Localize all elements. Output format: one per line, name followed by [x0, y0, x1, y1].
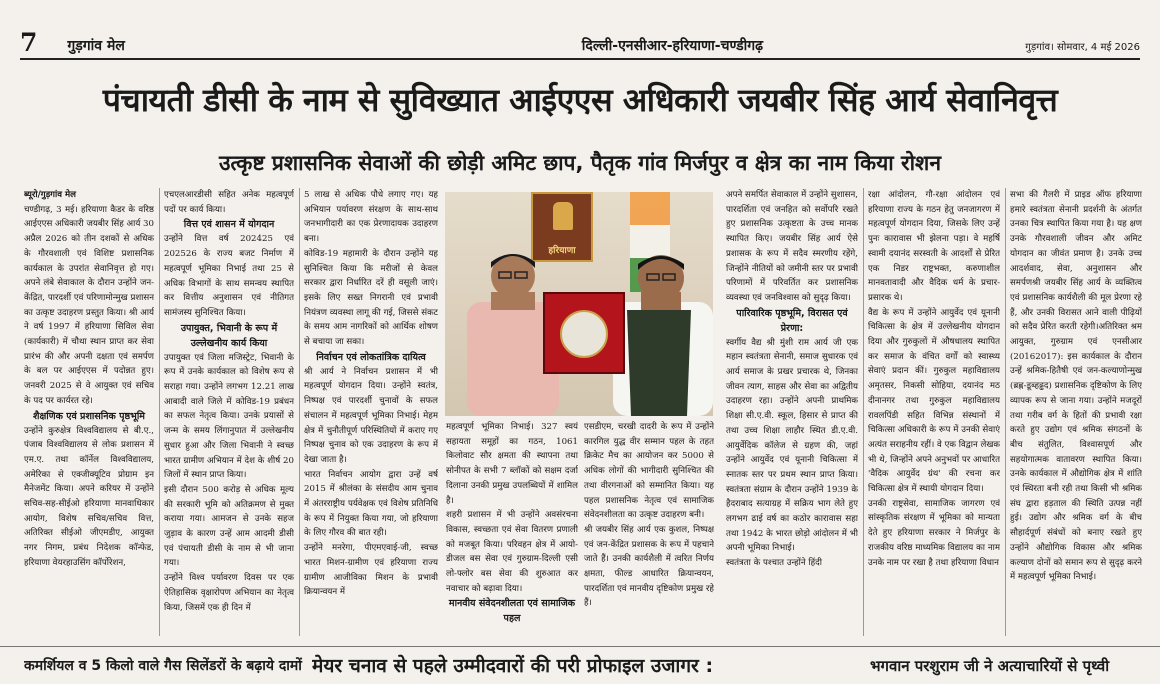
page-number: 7: [20, 28, 38, 57]
article-column-8: [1010, 188, 1142, 632]
paragraph: इसी दौरान 500 करोड़ से अधिक मूल्य की सरकारी भूमि को अतिक्रमण से मुक्त कराया गया। आमजन से उनके सहज जुड़ाव के कारण उन्हें आम आदमी डीसी एवं पंचायती डीसी के नाम से भी जाना गया।: [164, 484, 294, 569]
paragraph: रक्षा आंदोलन, गौ-रक्षा आंदोलन एवं हरियाणा राज्य के गठन हेतु जनजागरण में महत्वपूर्ण योगदान दिया, जिसके लिए उन्हें पुनः कारावास भी झेलना पड़ा। वे महर्षि स्वामी दयानंद सरस्वती के आदर्शों से प्रेरित एक निडर राष्ट्रभक्त, करुणाशील मानवतावादी और वैदिक धर्म के प्रचार-प्रसारक थे।: [868, 190, 1000, 303]
dateline: ब्यूरो/गुड़गांव मेल: [24, 190, 76, 200]
article-column-4: [446, 420, 578, 636]
section-heading: निर्वाचन एवं लोकतांत्रिक दायित्व: [316, 351, 426, 363]
section-heading: वित्त एवं शासन में योगदान: [183, 219, 275, 231]
paragraph: उन्होंने वित्त वर्ष 202425 एवं 202526 के राज्य बजट निर्माण में महत्वपूर्ण भूमिका निभाई तथा 25 से अधिक विभागों के साथ समन्वय स्थापित कर वित्तीय अनुशासन एवं नीतिगत सामंजस्य सुनिश्चित किया।: [164, 234, 294, 318]
paper-name: गुड़गांव मेल: [67, 38, 125, 54]
column-divider: [1005, 188, 1006, 636]
article-column-5: [584, 420, 714, 636]
section-heading: उपायुक्त, भिवानी के रूप में उल्लेखनीय कार्य किया: [180, 322, 278, 349]
paragraph: श्री जयबीर सिंह आर्य एक कुशल, निष्पक्ष एवं जन-केंद्रित प्रशासक के रूप में पहचाने जाते हैं। उनकी कार्यशैली में त्वरित निर्णय क्षमता, फील्ड आधारित क्रियान्वयन, पारदर्शिता एवं मानवीय दृष्टिकोण प्रमुख रहे हैं।: [584, 524, 714, 609]
paragraph: उन्होंने मनरेगा, पीएमएवाई-जी, स्वच्छ भारत मिशन-ग्रामीण एवं हरियाणा राज्य ग्रामीण आजीविका मिशन के प्रभावी क्रियान्वयन में: [304, 543, 438, 598]
paragraph: 5 लाख से अधिक पौधे लगाए गए। यह अभियान पर्यावरण संरक्षण के साथ-साथ जनभागीदारी का एक प्रेरणादायक उदाहरण बना।: [304, 190, 438, 245]
article-column-6: [726, 188, 858, 632]
region-line: दिल्ली-एनसीआर-हरियाणा-चण्डीगढ़: [581, 38, 764, 54]
emblem-label: हरियाणा: [548, 246, 576, 256]
column-divider: [159, 188, 160, 636]
paragraph: वैद्य के रूप में उन्होंने आयुर्वेद एवं यूनानी चिकित्सा के क्षेत्र में उल्लेखनीय योगदान दिया और गुरुकुलों में औषधालय स्थापित कर समाज के वंचित वर्गों को स्वास्थ्य सेवाएं प्रदान कीं। गुरुकुल महाविद्यालय अमृतसर, निकसी सोहिया, दयानंद मठ दीनानगर तथा गुरुकुल महाविद्यालय रावलपिंडी सहित विभिन्न संस्थानों में चिकित्सा अधिकारी के रूप में उनकी सेवाएं अत्यंत सराहनीय रहीं। वे एक विद्वान लेखक भी थे, जिन्होंने अपने अनुभवों पर आधारित 'वैदिक आयुर्वेद ग्रंथ' की रचना कर चिकित्सा क्षेत्र में स्थायी योगदान दिया।: [868, 307, 1000, 495]
paragraph: अपने समर्पित सेवाकाल में उन्होंने सुशासन, पारदर्शिता एवं जनहित को सर्वोपरि रखते हुए प्रशासनिक उत्कृष्टता के उच्च मानक स्थापित किए। जयबीर सिंह आर्य ऐसे प्रशासक के रूप में सदैव स्मरणीय रहेंगे, जिन्होंने नीतियों को जमीनी स्तर पर प्रभावी परिणामों में परिवर्तित कर प्रशासनिक व्यवस्था एवं जनविश्वास को सुदृढ़ किया।: [726, 190, 858, 303]
memento-plaque: [543, 292, 625, 374]
paragraph: भारत निर्वाचन आयोग द्वारा उन्हें वर्ष 2015 में श्रीलंका के संसदीय आम चुनाव में अंतरराष्ट्रीय पर्यवेक्षक एवं विशेष प्रतिनिधि के रूप में नियुक्त किया गया, जो हरियाणा के लिए गौरव की बात रही।: [304, 469, 438, 539]
sub-headline: उत्कृष्ट प्रशासनिक सेवाओं की छोड़ी अमिट छाप, पैतृक गांव मिर्जपुर व क्षेत्र का नाम किया रोशन: [219, 151, 941, 175]
paragraph: उन्होंने विश्व पर्यावरण दिवस पर एक ऐतिहासिक वृक्षारोपण अभियान का नेतृत्व किया, जिसमें एक ही दिन में: [164, 573, 294, 613]
masthead: [20, 30, 1140, 60]
paragraph: उन्होंने कुरुक्षेत्र विश्वविद्यालय से बी.ए., पंजाब विश्वविद्यालय से लोक प्रशासन में एम.ए. तथा कॉर्नेल विश्वविद्यालय, अमेरिका से एक्जीक्यूटिव प्रोग्राम इन मैनेजमेंट किया। अपने करियर में उन्होंने सचिव-सह-सीईओ हरियाणा मानवाधिकार आयोग, विशेष सचिव/सचिव वित्त, अतिरिक्त सीईओ जीएमडीए, आयुक्त नगर निगम, प्रबंध निदेशक कॉन्फेड, हरियाणा वेयरहाउसिंग कॉर्पोरेशन,: [24, 425, 154, 568]
paragraph: सभा की गैलरी में प्राइड ऑफ हरियाणा हमारे स्वतंत्रता सेनानी प्रदर्शनी के अंतर्गत उनका चित्र स्थापित किया गया है। यह क्षण उनके गौरवशाली जीवन और अमिट योगदान का जीवंत प्रमाण है। उनके उच्च आदर्शवाद, सेवा, अनुशासन और समर्पणश्री जयबीर सिंह आर्य के व्यक्तित्व एवं प्रशासनिक कार्यशैली की मूल प्रेरणा रहे हैं, और उनकी विरासत आने वाली पीढ़ियों को सदैव प्रेरित करती रहेगी।अतिरिक्त श्रम आयुक्त, गुरुग्राम एवं एनसीआर (20162017): इस कार्यकाल के दौरान उन्हें श्रमिक-हितैषी एवं जन-कल्याणोन्मुख (ब्रह्ण-डूब्हढ्ढद) प्रशासनिक दृष्टिकोण के लिए व्यापक रूप से जाना गया। उन्होंने मजदूरों तथा गरीब वर्ग के हितों की प्रभावी रक्षा करते हुए उद्योग एवं श्रमिक संगठनों के बीच संतुलित, विश्वासपूर्ण और सहयोगात्मक वातावरण स्थापित किया। उनके कार्यकाल में औद्योगिक क्षेत्र में शांति एवं स्थिरता बनी रही तथा किसी भी श्रमिक संघ द्वारा हड़ताल की स्थिति उत्पन्न नहीं हुई। उद्योग और श्रमिक वर्ग के बीच सौहार्दपूर्ण संबंधों को बनाए रखते हुए उन्होंने औद्योगिक विकास और श्रमिक कल्याण दोनों को समान रूप से सुदृढ़ करने में महत्वपूर्ण भूमिका निभाई।: [1010, 190, 1142, 583]
next-headline-left: कमर्शियल व 5 किलो वाले गैस सिलेंडरों के बढ़ाये दामों: [24, 658, 302, 674]
article-column-2: [164, 188, 294, 632]
paragraph: उपायुक्त एवं जिला मजिस्ट्रेट, भिवानी के रूप में उनके कार्यकाल को विशेष रूप से सराहा गया। उन्होंने लगभग 12.21 लाख आबादी वाले जिले में कोविड-19 प्रबंधन का सफल नेतृत्व किया। उनके प्रयासों से जन्म के समय लिंगानुपात में उल्लेखनीय सुधार हुआ और जिला भिवानी ने स्वच्छ भारत ग्रामीण अभियान में देश के शीर्ष 20 जिलों में स्थान प्राप्त किया।: [164, 352, 294, 481]
paragraph: उनकी राष्ट्रसेवा, सामाजिक जागरण एवं सांस्कृतिक संरक्षण में भूमिका को मान्यता देते हुए हरियाणा सरकार ने मिर्जपुर के राजकीय वरिष्ठ माध्यमिक विद्यालय का नाम उनके नाम पर रखा है तथा हरियाणा विधान: [868, 498, 1000, 568]
section-heading: शैक्षणिक एवं प्रशासनिक पृष्ठभूमि: [33, 410, 145, 422]
date-line: गुड़गांव। सोमवार, 4 मई 2026: [1025, 42, 1140, 53]
article-column-7: [868, 188, 1000, 632]
paragraph: शहरी प्रशासन में भी उन्होंने अवसंरचना विकास, स्वच्छता एवं सेवा वितरण प्रणाली को मजबूत किया। परिवहन क्षेत्र में आयो-डीजल बस सेवा एवं गुरुग्राम-दिल्ली एसी लो-फ्लोर बस सेवा की शुरुआत कर नवाचार को बढ़ावा दिया।: [446, 510, 578, 594]
paragraph: श्री आर्य ने निर्वाचन प्रशासन में भी महत्वपूर्ण योगदान दिया। उन्होंने स्वतंत्र, निष्पक्ष एवं पारदर्शी चुनावों के सफल संचालन में महत्वपूर्ण भूमिका निभाई। मेहम क्षेत्र में चुनौतीपूर्ण परिस्थितियों में कराए गए निष्पक्ष चुनाव को एक उदाहरण के रूप में देखा जाता है।: [304, 366, 438, 465]
paragraph: एसडीएम, चरखी दादरी के रूप में उन्होंने कारगिल युद्ध वीर सम्मान पहल के तहत क्रिकेट मैच का आयोजन कर 5000 से अधिक लोगों की भागीदारी सुनिश्चित की तथा वीरगनाओं को सम्मानित किया। यह पहल प्रशासनिक नेतृत्व एवं सामाजिक संवेदनशीलता का उत्कृष्ट उदाहरण बनी।: [584, 422, 714, 521]
section-heading: मानवीय संवेदनशीलता एवं सामाजिक पहल: [448, 598, 576, 625]
column-divider: [299, 188, 300, 636]
paragraph: एचएलआरडीसी सहित अनेक महत्वपूर्ण पदों पर कार्य किया।: [164, 190, 294, 215]
next-headline-right: भगवान परशुराम जी ने अत्याचारियों से पृथ्वी: [870, 657, 1110, 675]
main-headline: पंचायती डीसी के नाम से सुविख्यात आईएएस अधिकारी जयबीर सिंह आर्य सेवानिवृत्त: [102, 81, 1058, 119]
paragraph: चण्डीगढ़, 3 मई। हरियाणा कैडर के वरिष्ठ आईएएस अधिकारी जयबीर सिंह आर्य 30 अप्रैल 2026 को तीन दशकों से अधिक के गौरवशाली एवं विशिष्ट प्रशासनिक कार्यकाल के उपरांत सेवानिवृत्त हो गए। अपने लंबे सेवाकाल के दौरान उन्होंने जन-केंद्रित, पारदर्शी एवं परिणामोन्मुख प्रशासन का उत्कृष्ट उदाहरण प्रस्तुत किया। श्री आर्य ने वर्ष 1997 में हरियाणा सिविल सेवा (कार्यकारी) में चौथा स्थान प्राप्त कर सेवा प्रारंभ की और अपनी दक्षता एवं समर्पण के बल पर आईएएस में पदोन्नत हुए। जनवरी 2025 से वे आयुक्त एवं सचिव के पद पर कार्यरत रहे।: [24, 204, 154, 406]
paragraph: स्वर्गीय वैद्य श्री मुंशी राम आर्य जी एक महान स्वतंत्रता सेनानी, समाज सुधारक एवं आर्य समाज के प्रखर प्रचारक थे, जिनका जीवन त्याग, साहस और सेवा का अद्वितीय उदाहरण रहा। उन्होंने अपनी प्राथमिक शिक्षा सी.ए.वी. स्कूल, हिसार से प्राप्त की तथा उच्च शिक्षा लाहौर स्थित डी.ए.वी. आयुर्वेदिक कॉलेज से ग्रहण की, जहां उन्होंने आयुर्वेद एवं यूनानी चिकित्सा में स्नातक स्तर पर प्रथम स्थान प्राप्त किया। स्वतंत्रता संग्राम के दौरान उन्होंने 1939 के हैदराबाद सत्याग्रह में सक्रिय भाग लेते हुए लगभग ढाई वर्ष का कठोर कारावास सहा तथा 1942 के भारत छोड़ो आंदोलन में भी अपनी भूमिका निभाई।: [726, 337, 858, 554]
paragraph: कोविड-19 महामारी के दौरान उन्होंने यह सुनिश्चित किया कि मरीजों से केवल सरकार द्वारा निर्धारित दरें ही वसूली जाएं। इसके लिए सख्त निगरानी एवं प्रभावी नियंत्रण व्यवस्था लागू की गई, जिससे संकट के समय आम नागरिकों को आर्थिक शोषण से बचाया जा सका।: [304, 248, 438, 348]
section-heading: पारिवारिक पृष्ठभूमि, विरासत एवं प्रेरणा:: [736, 307, 848, 334]
next-headline-center: मेयर चनाव से पहले उम्मीदवारों की परी प्रोफाइल उजागर :: [312, 655, 714, 677]
article-column-3: [304, 188, 438, 632]
paragraph: स्वतंत्रता के पश्चात उन्होंने हिंदी: [726, 558, 822, 569]
article-column-1: [24, 188, 154, 632]
news-photo: [445, 192, 713, 416]
column-divider: [863, 188, 864, 636]
paragraph: महत्वपूर्ण भूमिका निभाई। 327 स्वयं सहायता समूहों का गठन, 1061 किलोवाट सौर क्षमता की स्थापना तथा सोनीपत के सभी 7 ब्लॉकों को सक्षम दर्जा दिलाना उनकी प्रमुख उपलब्धियों में शामिल है।: [446, 422, 578, 506]
